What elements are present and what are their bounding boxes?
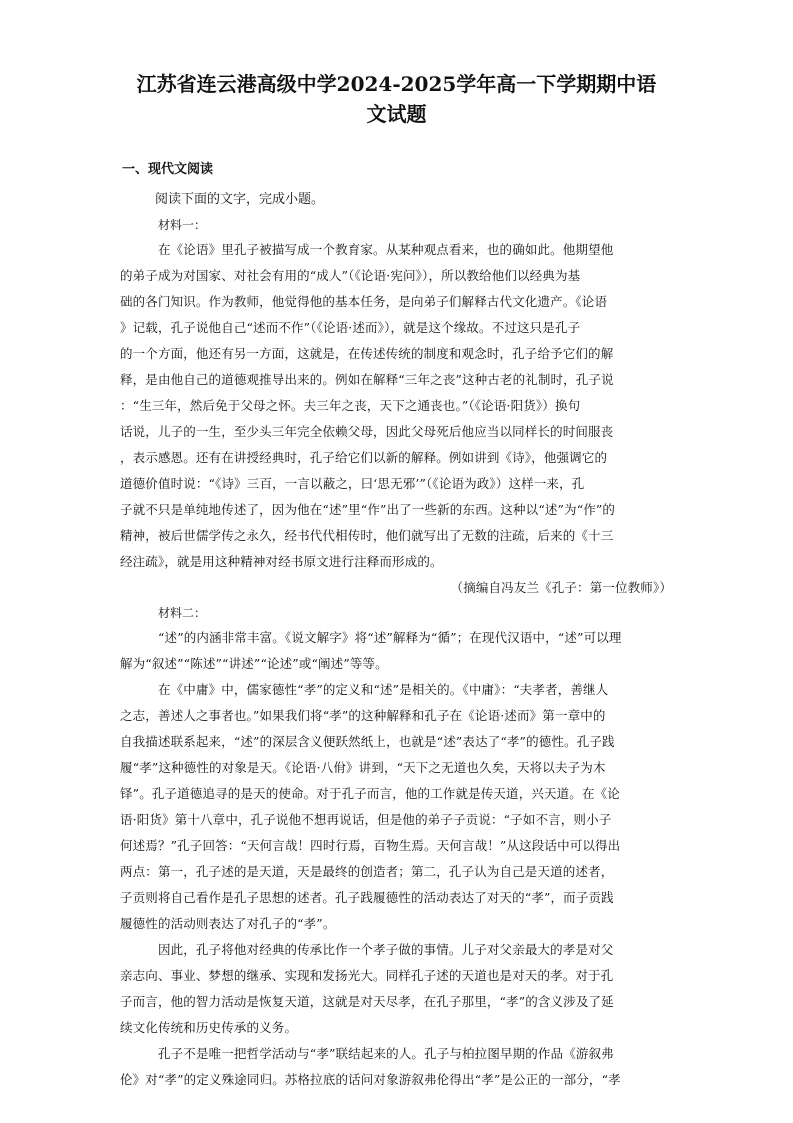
material-2-line: 子而言，他的智力活动是恢复天道，这就是对天尽孝，在孔子那里，“孝”的含义涉及了延: [120, 994, 614, 1009]
material-1-line: 的一个方面，他还有另一方面，这就是，在传述传统的制度和观念时，孔子给予它们的解: [120, 346, 614, 361]
material-2-line: 在《中庸》中，儒家德性“孝”的定义和“述”是相关的。《中庸》：“夫孝者，善继人: [158, 682, 609, 697]
material-2-line: 之志，善述人之事者也。”如果我们将“孝”的这种解释和孔子在《论语·述而》第一章中的: [120, 708, 606, 723]
section-heading: 一、现代文阅读: [122, 162, 214, 177]
material-2-line: 何述焉？”孔子回答：“天何言哉！四时行焉，百物生焉。天何言哉！”从这段话中可以得出: [120, 838, 621, 853]
material-2-line: “述”的内涵非常丰富。《说文解字》将“述”解释为“循”；在现代汉语中，“述”可以理: [158, 630, 622, 645]
material-2-line: 履“孝”这种德性的对象是天。《论语·八佾》讲到，“天下之无道也久矣，天将以夫子为木: [120, 760, 606, 775]
material-2-label: 材料二：: [158, 606, 207, 620]
material-2-line: 两点：第一，孔子述的是天道，天是最终的创造者；第二，孔子认为自己是天道的述者，: [120, 864, 614, 879]
material-2-line: 履德性的活动则表达了对孔子的“孝”。: [120, 916, 336, 931]
material-1-line: ，表示感恩。还有在讲授经典时，孔子给它们以新的解释。例如讲到《诗》，他强调它的: [120, 450, 608, 465]
material-2-line: 孔子不是唯一把哲学活动与“孝”联结起来的人。孔子与柏拉图早期的作品《游叙弗: [158, 1046, 614, 1061]
material-2-line: 亲志向、事业、梦想的继承、实现和发扬光大。同样孔子述的天道也是对天的孝。对于孔: [120, 968, 614, 983]
material-1-line: 础的各门知识。作为教师，他觉得他的基本任务，是向弟子们解释古代文化遗产。《论语: [120, 294, 608, 309]
material-2-line: 因此，孔子将他对经典的传承比作一个孝子做的事情。儿子对父亲最大的孝是对父: [158, 942, 614, 957]
material-1-line: 释，是由他自己的道德观推导出来的。例如在解释“三年之丧”这种古老的礼制时，孔子说: [120, 372, 614, 387]
material-1-source: （摘编自冯友兰《孔子：第一位教师》）: [450, 580, 672, 595]
material-1-line: 》记载，孔子说他自己“述而不作”（《论语·述而》），就是这个缘故。不过这只是孔子: [120, 320, 581, 335]
material-2-line: 自我描述联系起来，“述”的深层含义便跃然纸上，也就是“述”表达了“孝”的德性。孔子践: [120, 734, 615, 749]
material-1-line: 经注疏》，就是用这种精神对经书原文进行注释而形成的。: [120, 554, 443, 569]
material-1-line: 话说，儿子的一生，至少头三年完全依赖父母，因此父母死后他应当以同样长的时间服丧: [120, 424, 614, 439]
material-2-line: 伦》对“孝”的定义殊途同归。苏格拉底的话问对象游叙弗伦得出“孝”是公正的一部分，“孝: [120, 1072, 621, 1087]
document-title-line-2: 文试题: [366, 102, 427, 126]
material-1-label: 材料一：: [158, 218, 207, 232]
material-1-line: 在《论语》里孔子被描写成一个教育家。从某种观点看来，也的确如此。他期望他: [158, 242, 614, 257]
material-2-line: 子贡则将自己看作是孔子思想的述者。孔子践履德性的活动表达了对天的“孝”，而子贡践: [120, 890, 614, 905]
material-2-line: 续文化传统和历史传承的义务。: [120, 1020, 298, 1035]
material-1-line: ：“生三年，然后免于父母之怀。夫三年之丧，天下之通丧也。”（《论语·阳货》）换句: [120, 398, 581, 413]
material-1-line: 的弟子成为对国家、对社会有用的“成人”（《论语·宪问》），所以教给他们以经典为基: [120, 268, 581, 283]
material-2-line: 语·阳货》第十八章中，孔子说他不想再说话，但是他的弟子子贡说：“子如不言，则小子: [120, 812, 612, 827]
material-1-line: 子就不只是单纯地传述了，因为他在“述”里“作”出了一些新的东西。这种以“述”为“作”的: [120, 502, 616, 517]
material-2-line: 解为“叙述”“陈述”“讲述”“论述”或“阐述”等等。: [120, 656, 388, 671]
material-1-line: 道德价值时说：“《诗》三百，一言以蔽之，曰‘思无邪’”（《论语为政》）这样一来，孔: [120, 476, 585, 491]
material-1-line: 精神，被后世儒学传之永久，经书代代相传时，他们就写出了无数的注疏，后来的《十三: [120, 528, 614, 543]
reading-instruction: 阅读下面的文字，完成小题。: [155, 192, 325, 207]
material-2-line: 铎”。孔子道德追寻的是天的使命。对于孔子而言，他的工作就是传天道，兴天道。在《论: [120, 786, 620, 801]
document-title-line-1: 江苏省连云港高级中学2024-2025学年高一下学期期中语: [136, 72, 657, 96]
